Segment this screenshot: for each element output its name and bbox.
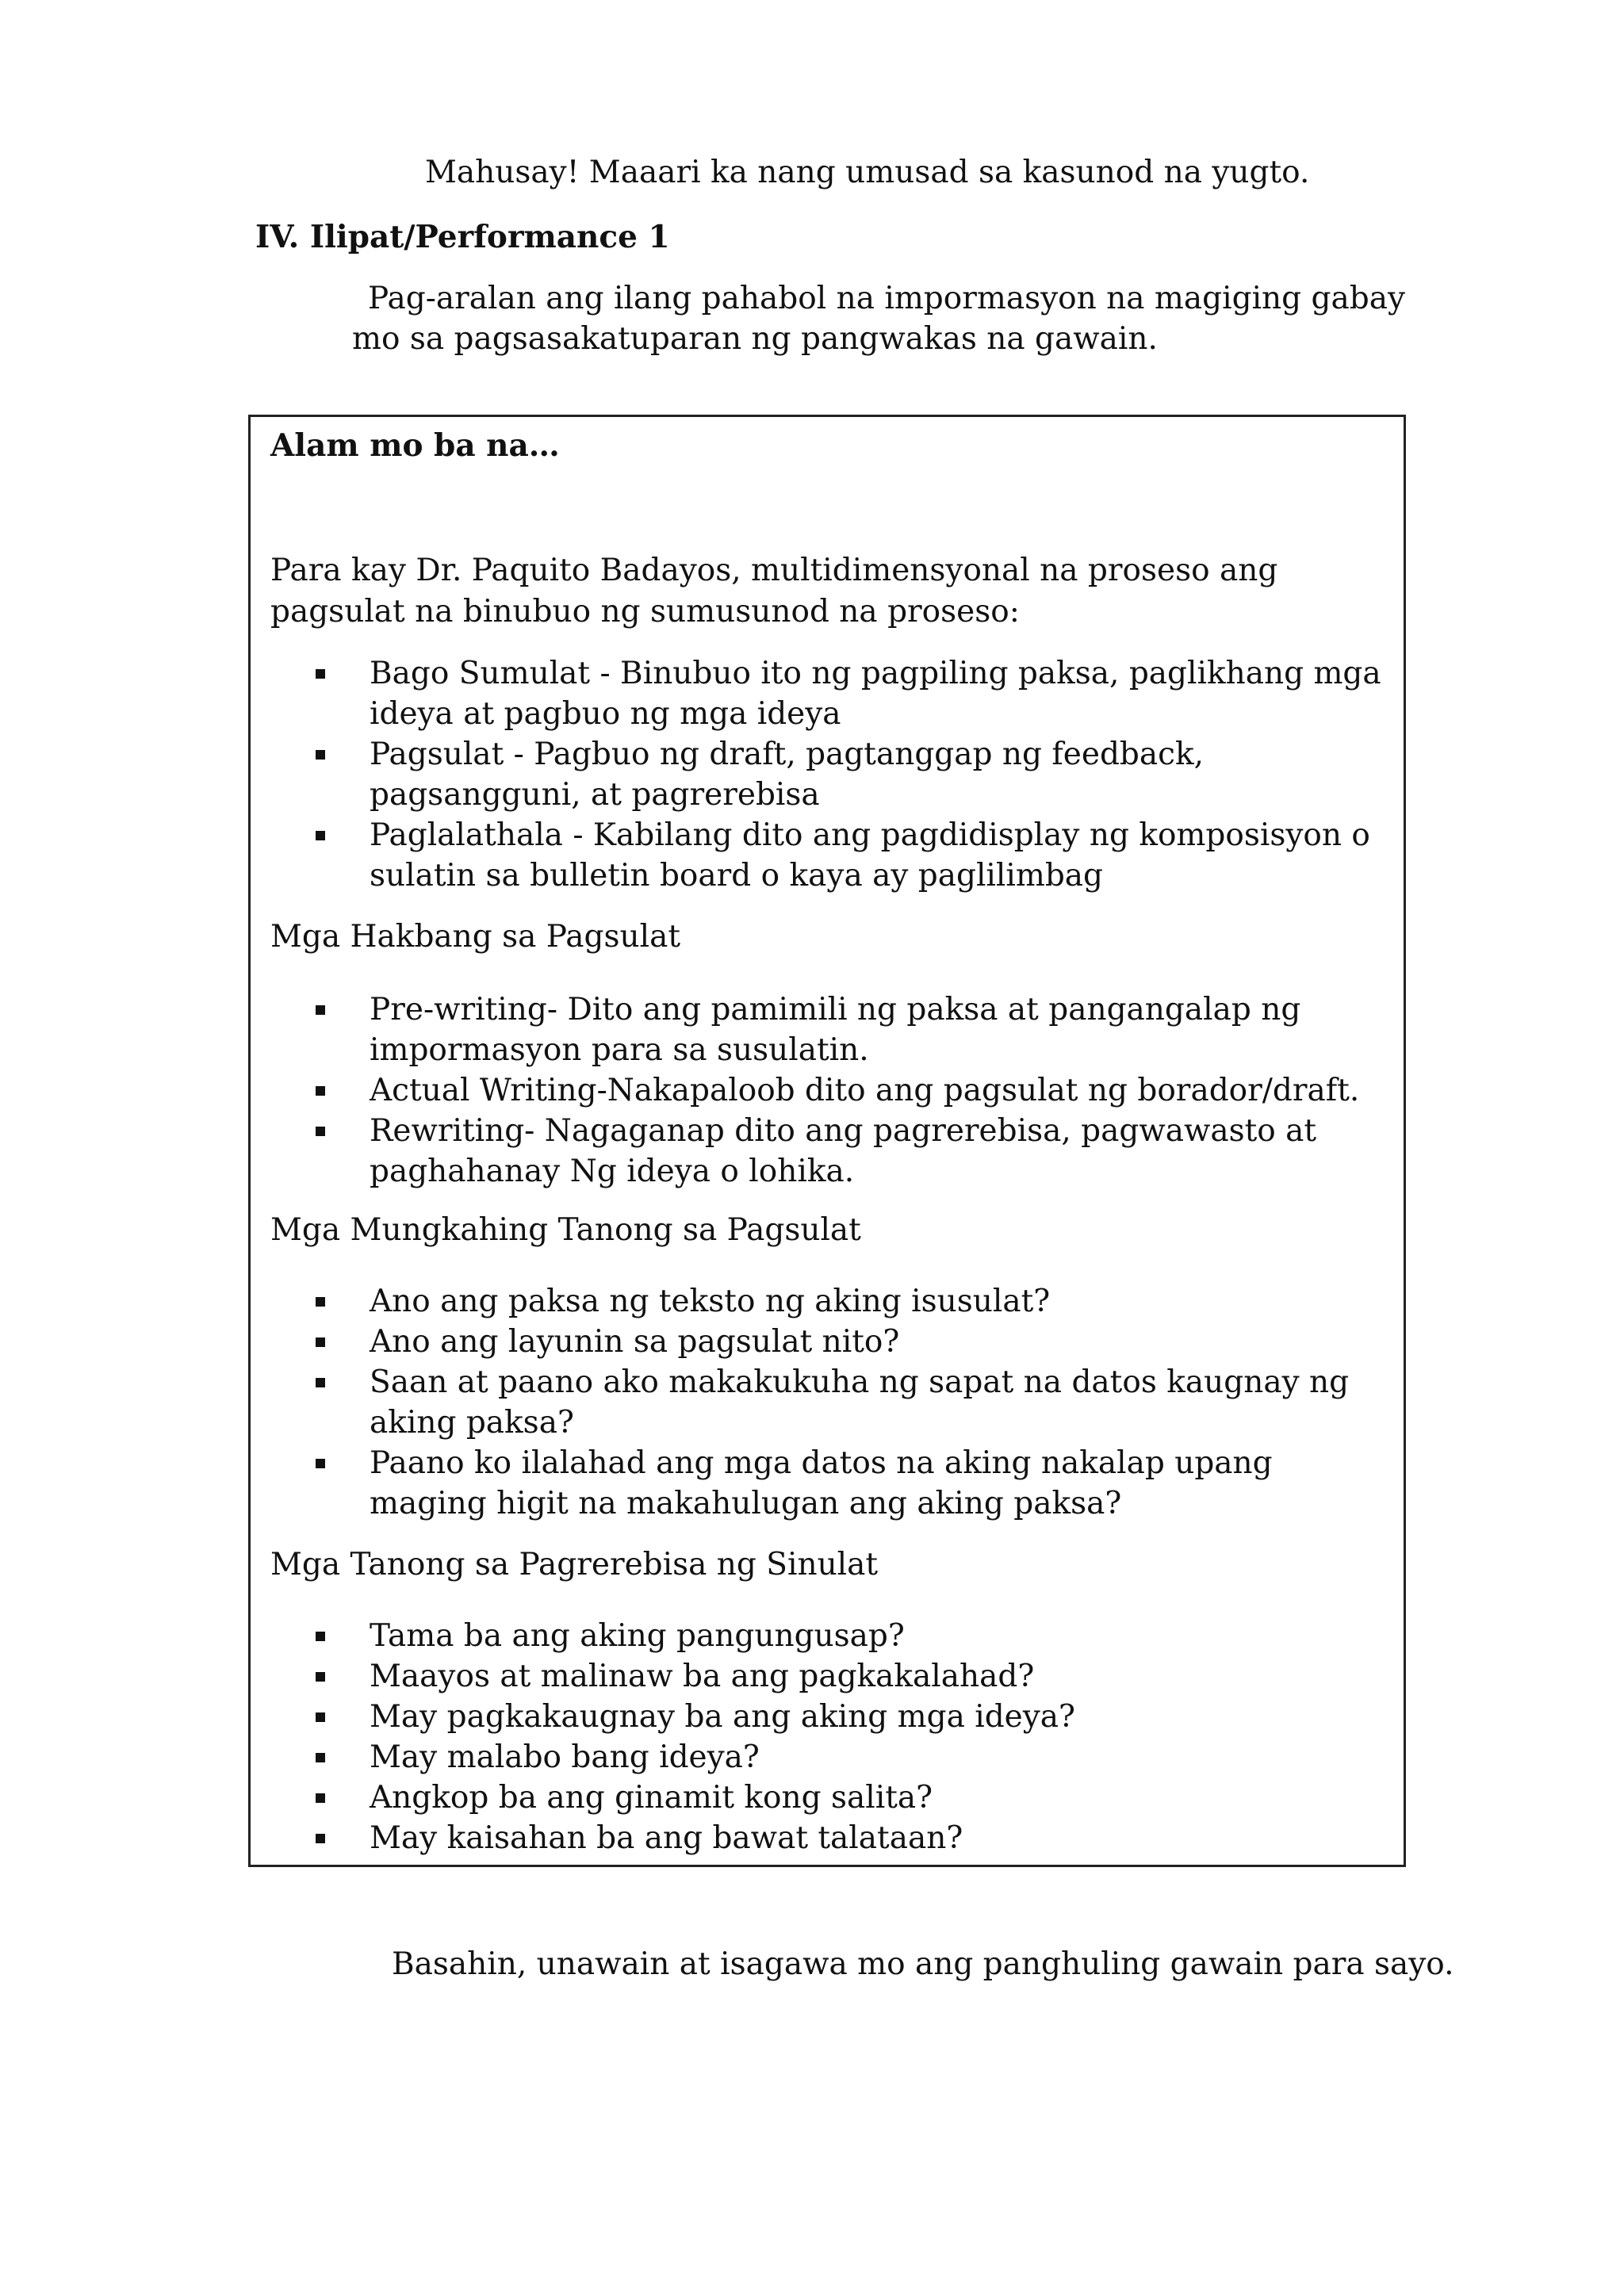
info-box-title: Alam mo ba na… bbox=[270, 427, 560, 464]
list-item: Pagsulat - Pagbuo ng draft, pagtanggap ng feedback, pagsangguni, at pagrerebisa bbox=[306, 734, 1392, 815]
list-item: Maayos at malinaw ba ang pagkakalahad? bbox=[306, 1656, 1392, 1697]
list-item: Rewriting- Nagaganap dito ang pagrerebisa, pagwawasto at paghahanay Ng ideya o lohika. bbox=[306, 1111, 1392, 1192]
steps-heading: Mga Hakbang sa Pagsulat bbox=[270, 919, 681, 955]
bullet-icon bbox=[316, 1753, 325, 1762]
intro-text: Mahusay! Maaari ka nang umusad sa kasunod na yugto. bbox=[425, 155, 1310, 190]
bullet-icon bbox=[316, 1127, 325, 1136]
closing-text: Basahin, unawain at isagawa mo ang panghuling gawain para sayo. bbox=[392, 1946, 1454, 1982]
bullet-icon bbox=[316, 669, 325, 679]
bullet-icon bbox=[316, 1337, 325, 1347]
bullet-icon bbox=[316, 1712, 325, 1722]
instruction-text: Pag-aralan ang ilang pahabol na impormasyon na magiging gabay mo sa pagsasakatuparan ng pangwakas na gawain. bbox=[352, 281, 1405, 357]
list-item: Pre-writing- Dito ang pamimili ng paksa at pangangalap ng impormasyon para sa susulatin. bbox=[306, 989, 1392, 1070]
bullet-icon bbox=[316, 1297, 325, 1307]
section-title: IV. Ilipat/Performance 1 bbox=[255, 219, 670, 255]
bullet-icon bbox=[316, 1672, 325, 1682]
list-item: May kaisahan ba ang bawat talataan? bbox=[306, 1818, 1392, 1858]
questions-heading: Mga Mungkahing Tanong sa Pagsulat bbox=[270, 1212, 861, 1248]
bullet-icon bbox=[316, 1632, 325, 1641]
bullet-icon bbox=[316, 831, 325, 840]
revision-list bbox=[306, 1616, 1392, 1858]
info-box bbox=[248, 415, 1406, 1867]
info-box-paragraph: Para kay Dr. Paquito Badayos, multidimensyonal na proseso ang pagsulat na binubuo ng sumusunod na proseso: bbox=[270, 553, 1278, 629]
bullet-icon bbox=[316, 1086, 325, 1096]
list-item: Ano ang paksa ng teksto ng aking isusulat? bbox=[306, 1281, 1392, 1322]
list-item: Ano ang layunin sa pagsulat nito? bbox=[306, 1322, 1392, 1362]
list-item: Tama ba ang aking pangungusap? bbox=[306, 1616, 1392, 1656]
questions-list bbox=[306, 1281, 1392, 1524]
process-list bbox=[306, 653, 1392, 896]
bullet-icon bbox=[316, 1793, 325, 1803]
list-item: Actual Writing-Nakapaloob dito ang pagsulat ng borador/draft. bbox=[306, 1070, 1392, 1111]
bullet-icon bbox=[316, 1459, 325, 1468]
revision-heading: Mga Tanong sa Pagrerebisa ng Sinulat bbox=[270, 1547, 879, 1582]
bullet-icon bbox=[316, 1005, 325, 1015]
list-item: Paano ko ilalahad ang mga datos na aking nakalap upang maging higit na makahulugan ang aking paksa? bbox=[306, 1443, 1392, 1524]
list-item: Bago Sumulat - Binubuo ito ng pagpiling paksa, paglikhang mga ideya at pagbuo ng mga ideya bbox=[306, 653, 1392, 734]
bullet-icon bbox=[316, 750, 325, 760]
list-item: Angkop ba ang ginamit kong salita? bbox=[306, 1777, 1392, 1818]
list-item: May pagkakaugnay ba ang aking mga ideya? bbox=[306, 1697, 1392, 1737]
list-item: Paglalathala - Kabilang dito ang pagdidisplay ng komposisyon o sulatin sa bulletin board o kaya ay paglilimbag bbox=[306, 815, 1392, 896]
list-item: May malabo bang ideya? bbox=[306, 1737, 1392, 1777]
steps-list bbox=[306, 989, 1392, 1192]
bullet-icon bbox=[316, 1378, 325, 1387]
list-item: Saan at paano ako makakukuha ng sapat na datos kaugnay ng aking paksa? bbox=[306, 1362, 1392, 1443]
bullet-icon bbox=[316, 1834, 325, 1843]
